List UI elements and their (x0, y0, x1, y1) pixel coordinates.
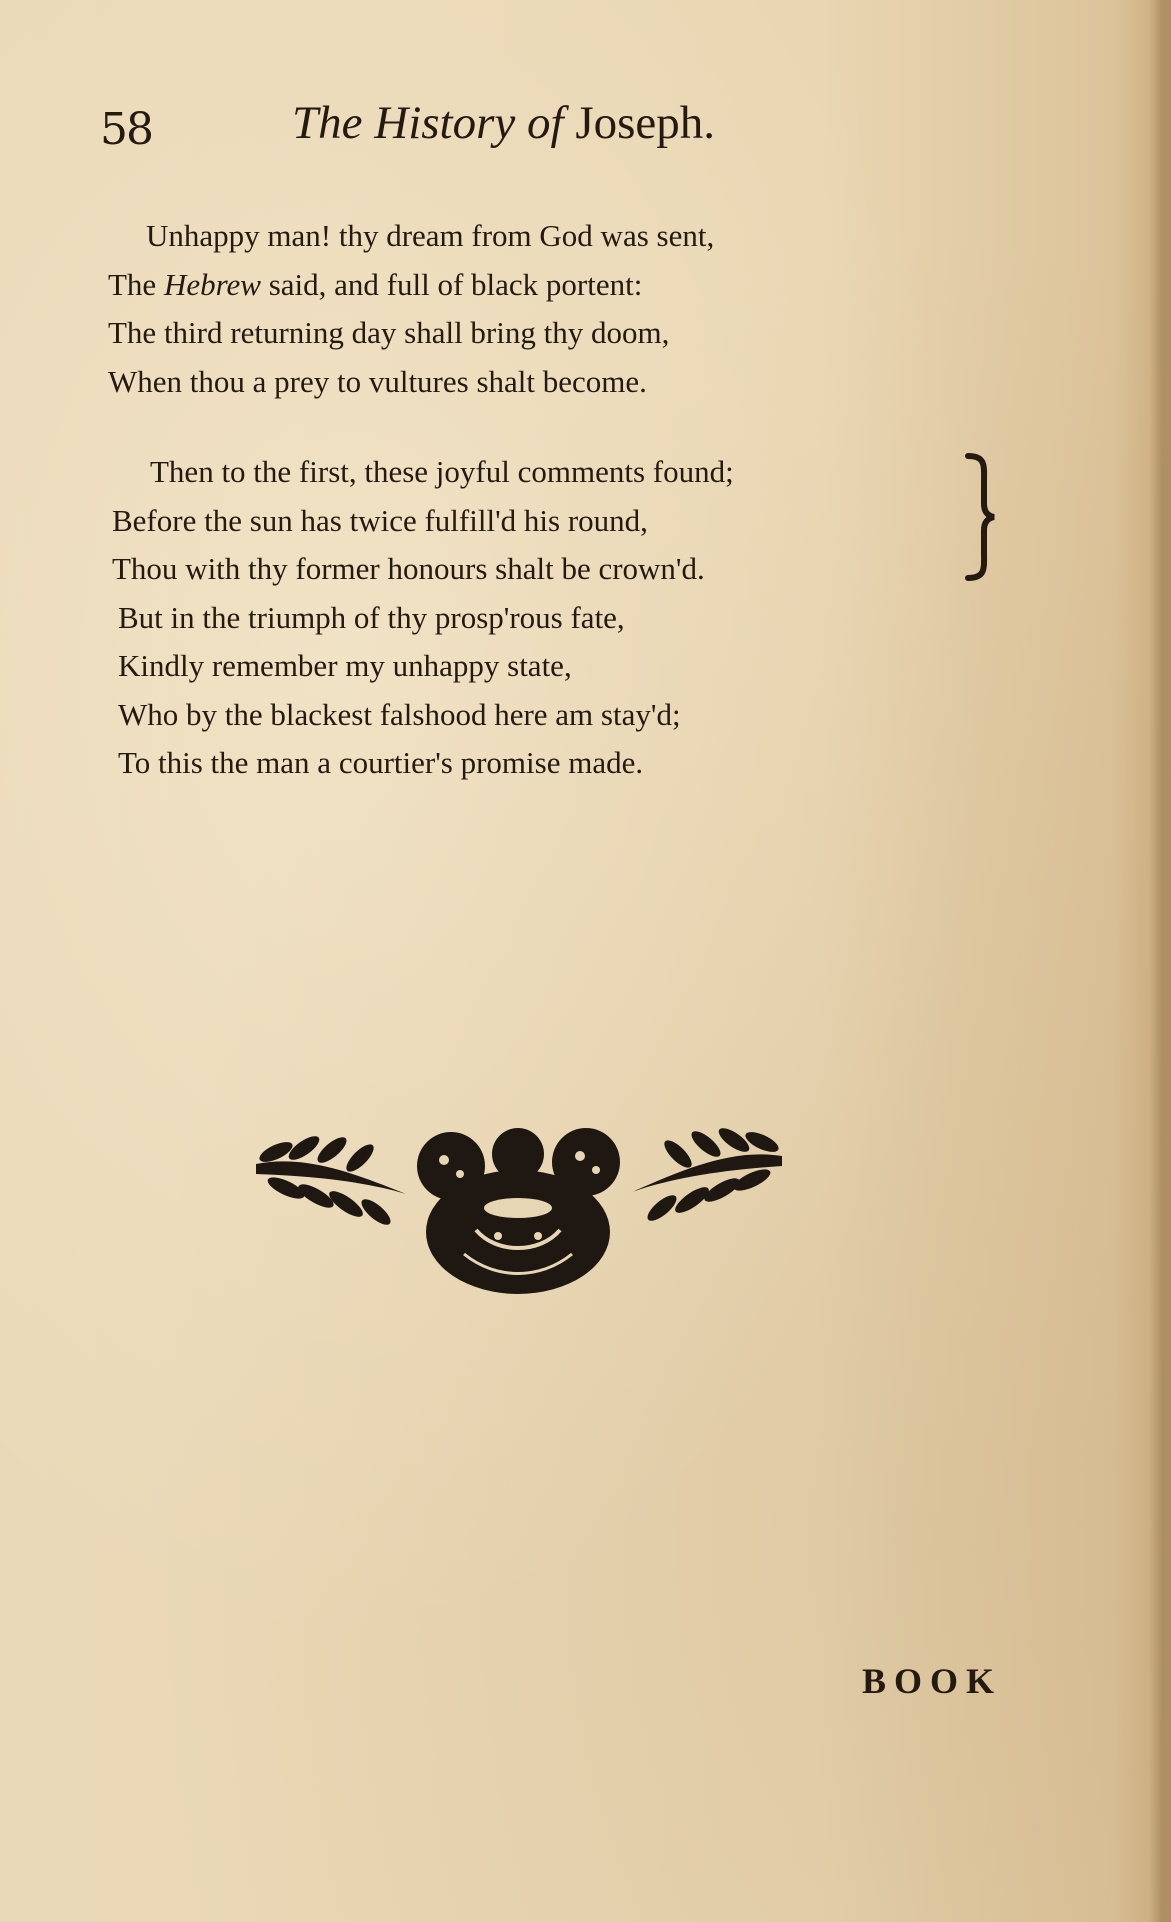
verse-italic-word: Hebrew (163, 266, 261, 302)
catchword: BOOK (862, 1661, 1003, 1701)
verse-line: Unhappy man! thy dream from God was sent, (146, 218, 715, 253)
verse-line: Then to the first, these joyful comments found; (150, 454, 734, 489)
stanza-2 (112, 448, 734, 788)
verse-line: Kindly remember my unhappy state, (118, 648, 572, 683)
verse-line: Thou with thy former honours shalt be crown'd. (112, 551, 705, 586)
verse-line: To this the man a courtier's promise made. (118, 745, 644, 780)
verse-line: But in the triumph of thy prosp'rous fate, (118, 599, 625, 635)
verse-text: The (108, 266, 164, 302)
running-head-roman: Joseph. (575, 97, 716, 149)
running-head-italic: The History of (292, 97, 564, 149)
triplet-brace-icon (964, 452, 998, 582)
verse-line: Who by the blackest falshood here am stay'd; (118, 696, 681, 732)
stanza-1 (108, 212, 714, 406)
page-number: 58 (100, 104, 152, 155)
verse-text: said, and full of black portent: (260, 266, 643, 302)
verse-line: The third returning day shall bring thy doom, (108, 315, 670, 350)
verse-line: Before the sun has twice fulfill'd his round, (112, 502, 648, 538)
page-edge-shadow (1149, 0, 1171, 1922)
verse-line: When thou a prey to vultures shalt become. (108, 363, 647, 399)
floral-wreath-ornament-icon (246, 1104, 792, 1300)
verse-line (108, 261, 714, 310)
running-head (292, 96, 715, 150)
